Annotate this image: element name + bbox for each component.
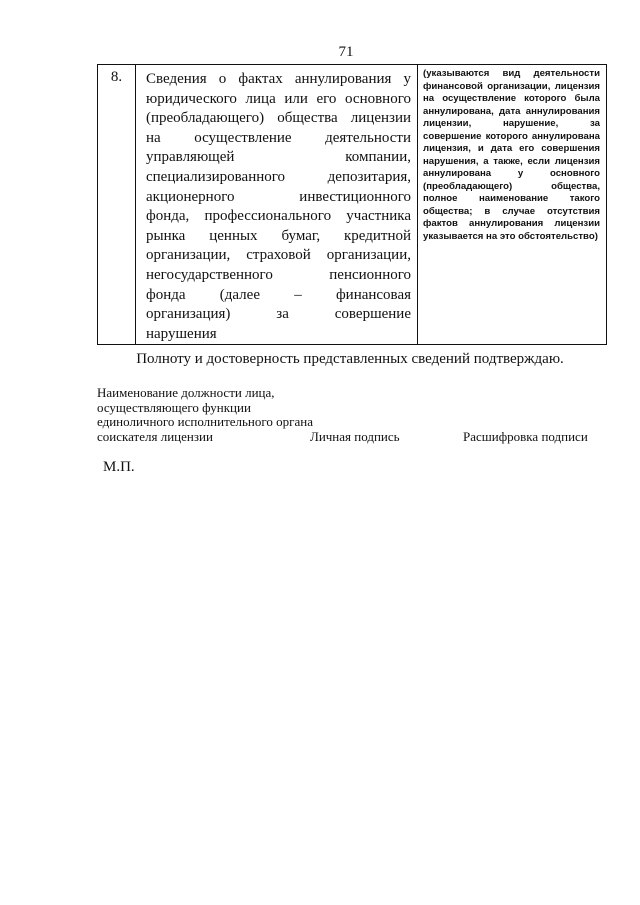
position-label: Наименование должности лица, осуществляющего функции единоличного исполнительного органа соискателя лицензии xyxy=(97,385,313,444)
description-line: организации, страховой организации, xyxy=(146,247,411,264)
signature-label: Личная подпись xyxy=(310,429,400,444)
description-line: рынка ценных бумаг, кредитной xyxy=(146,227,411,244)
info-table xyxy=(97,64,607,345)
decryption-label: Расшифровка подписи xyxy=(463,429,588,444)
description-line: юридического лица или его основного xyxy=(146,90,411,107)
row-description xyxy=(136,65,418,345)
description-line: (преобладающего) общества лицензии xyxy=(146,110,411,127)
description-line: специализированного депозитария, xyxy=(146,168,411,185)
description-line: управляющей компании, xyxy=(146,149,411,166)
description-line: Сведения о фактах аннулирования у xyxy=(146,71,411,87)
page-number: 71 xyxy=(338,44,354,60)
description-line: на осуществление деятельности xyxy=(146,129,411,146)
stamp-label: М.П. xyxy=(103,459,135,475)
row-note: (указываются вид деятельности финансовой организации, лицензия на осуществление которого была аннулирована, дата аннулирования лицензии, нарушение, за совершение которого аннулирована лицензия, и дата его совершения нарушения, а также, если лицензия аннулирована у основного (преобладающего) общества, полное наименование такого общества; в случае отсутствия фактов аннулирования лицензии указывается на это обстоятельство) xyxy=(418,65,607,345)
description-line: негосударственного пенсионного xyxy=(146,266,411,283)
description-line: нарушения xyxy=(146,325,217,342)
table-row xyxy=(98,65,607,345)
confirmation-text: Полноту и достоверность представленных сведений подтверждаю. xyxy=(136,351,564,367)
row-number: 8. xyxy=(98,65,136,345)
description-line: фонда (далее – финансовая xyxy=(146,286,411,303)
description-line: фонда, профессионального участника xyxy=(146,208,411,225)
description-line: организация) за совершение xyxy=(146,306,411,323)
description-line: акционерного инвестиционного xyxy=(146,188,411,205)
